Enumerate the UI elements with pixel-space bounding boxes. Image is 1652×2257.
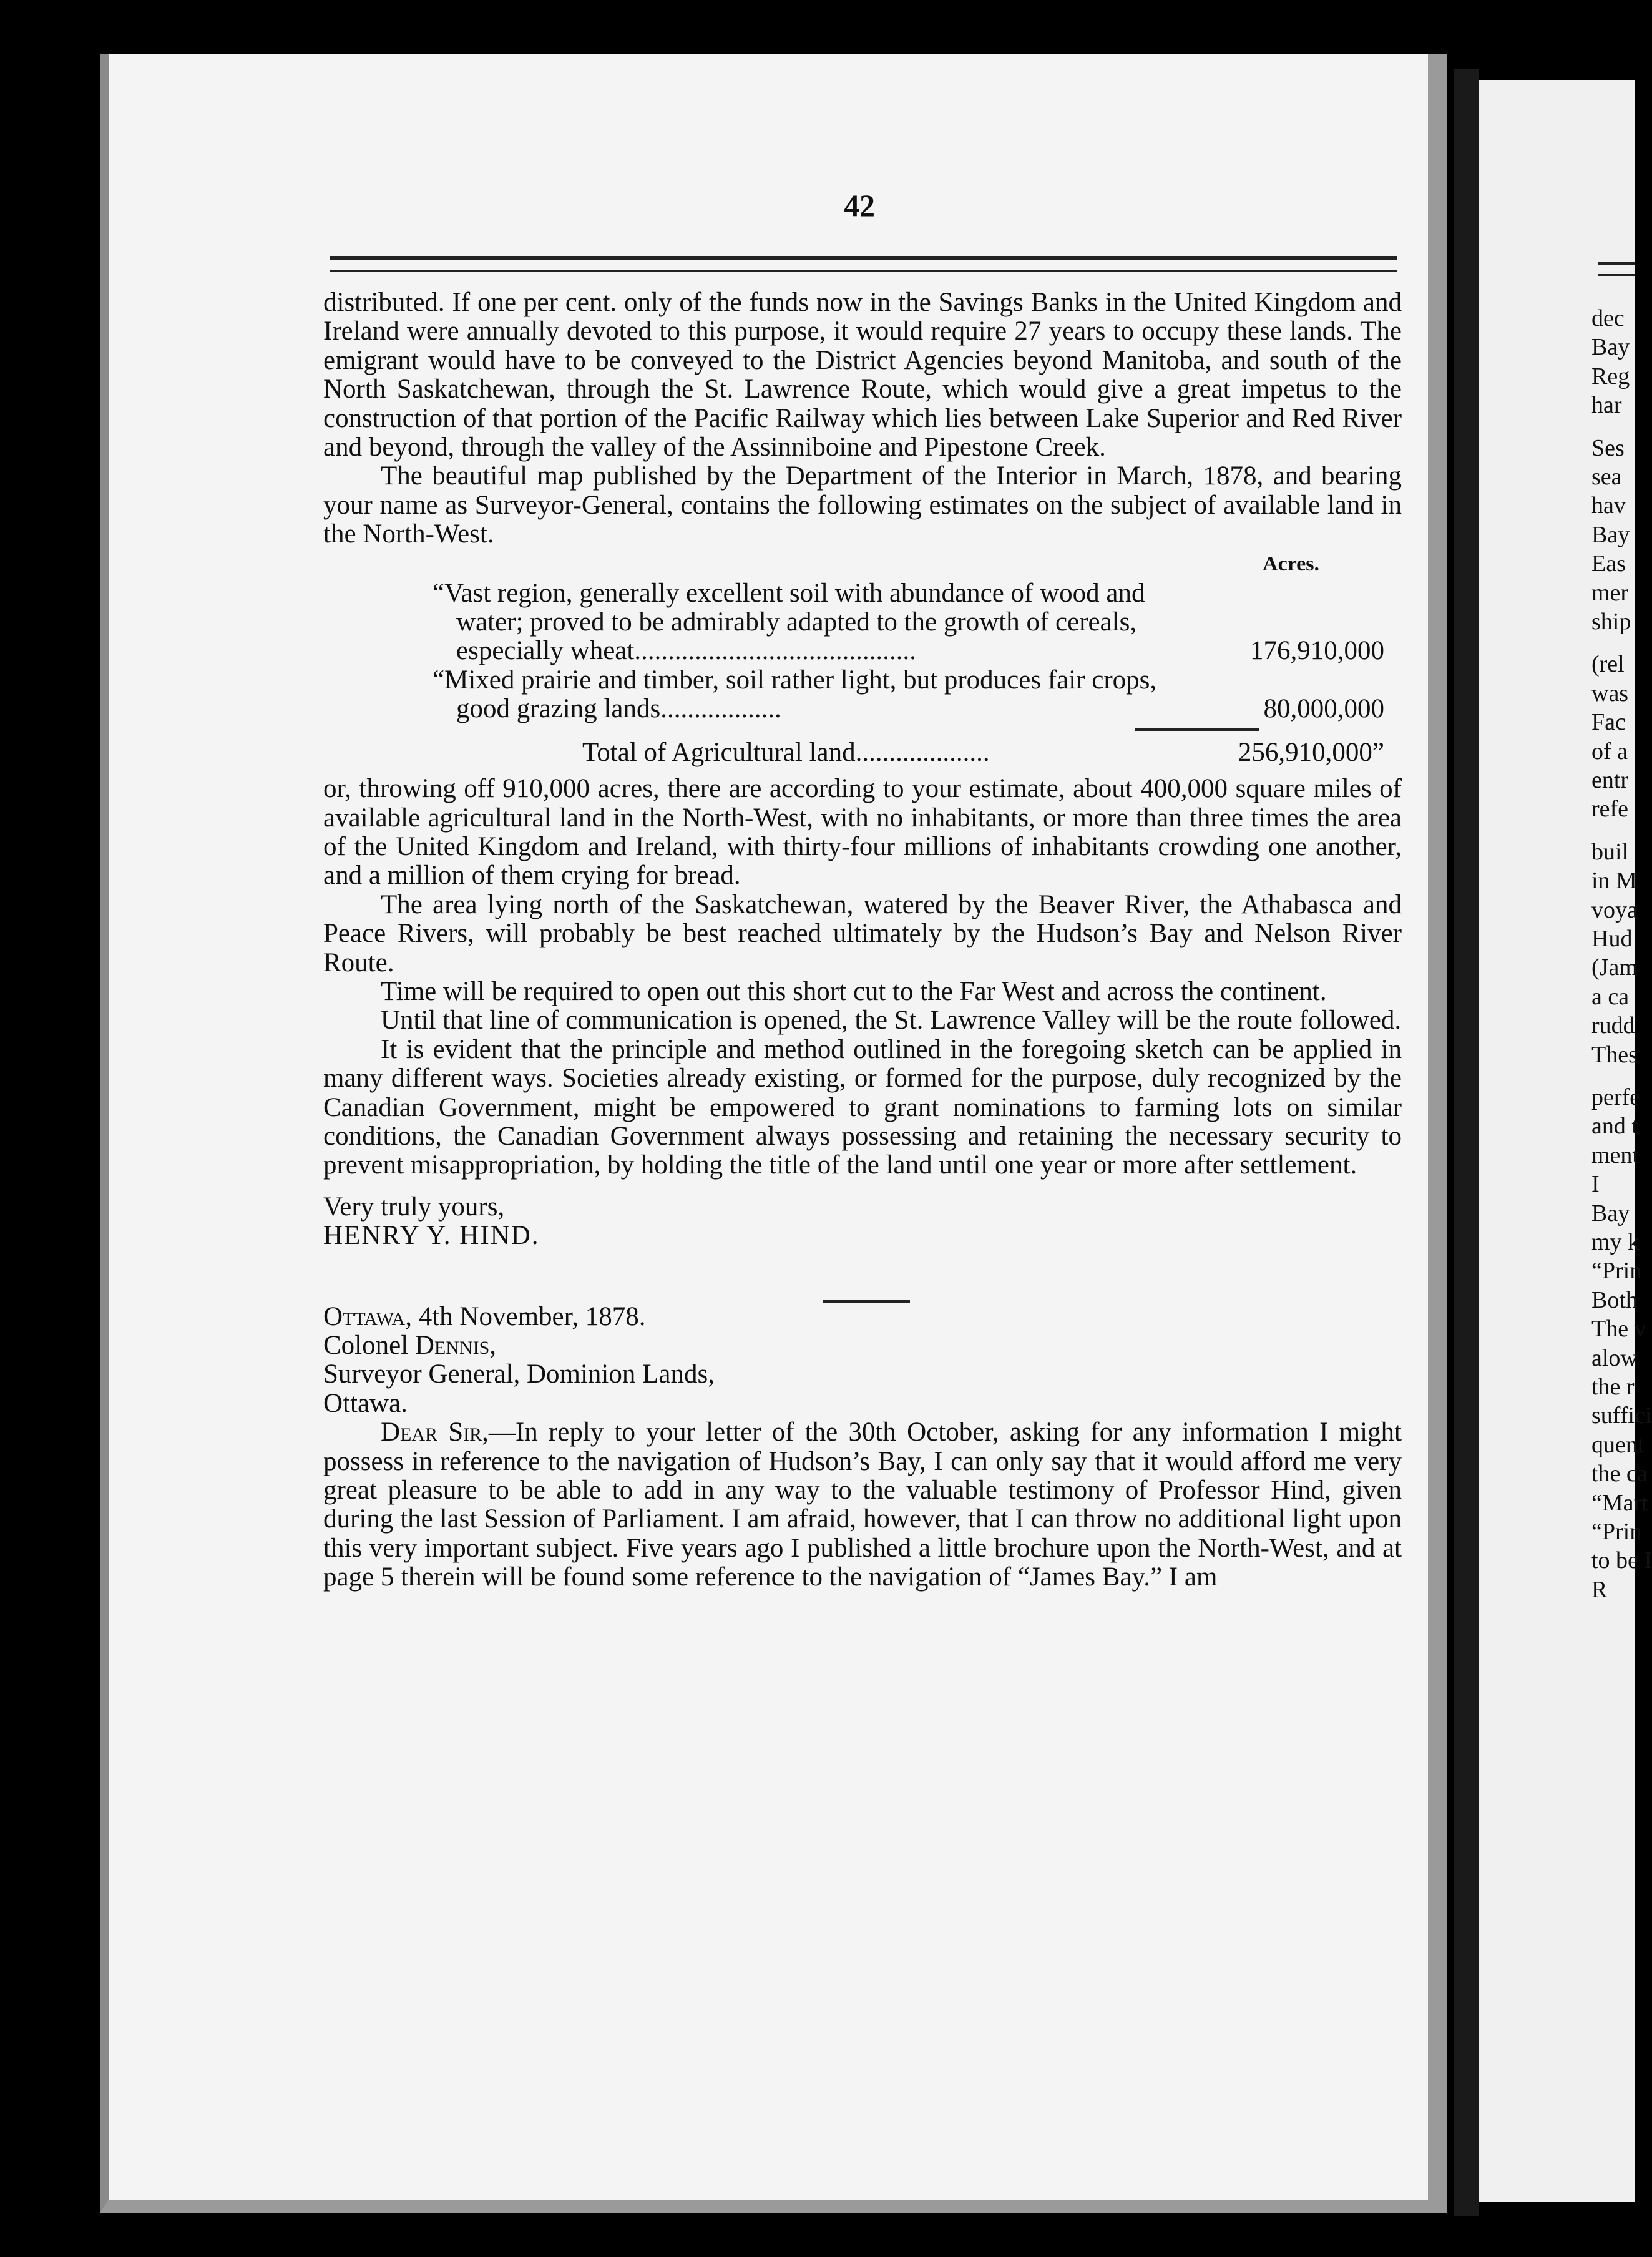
- facing-page-fragment: mer: [1591, 579, 1629, 606]
- estimate-total-row: [582, 738, 1402, 767]
- estimate-acres: 176,910,000: [1250, 636, 1384, 666]
- facing-page-fragment: entr: [1591, 767, 1629, 793]
- facing-page-fragment: of a: [1591, 738, 1628, 765]
- page-number: 42: [844, 188, 875, 223]
- addressee-title: Surveyor General, Dominion Lands,: [323, 1359, 715, 1389]
- total-label: Total of Agricultural land....................: [582, 737, 990, 767]
- facing-page-fragment: I: [1591, 1171, 1600, 1198]
- header-rule: [330, 256, 1397, 272]
- facing-page-fragment: Both: [1591, 1286, 1638, 1313]
- facing-page-fragment: the r: [1591, 1374, 1635, 1400]
- acres-column-header: Acres.: [1263, 552, 1319, 575]
- estimates-table: [323, 549, 1402, 767]
- facing-page-fragment: my k: [1591, 1229, 1640, 1255]
- addressee-surname: Dennis,: [414, 1331, 497, 1360]
- facing-page-fragment: quent: [1591, 1431, 1645, 1458]
- facing-page-fragment: dec: [1591, 305, 1625, 331]
- page-gutter: [1454, 69, 1479, 2216]
- salutation: Dear Sir,: [381, 1417, 489, 1447]
- facing-page-fragment: R: [1591, 1576, 1608, 1603]
- page-body: [323, 288, 1402, 1592]
- facing-page-rule: [1598, 262, 1635, 276]
- paragraph: distributed. If one per cent. only of the funds now in the Savings Banks in the United Kingdom and Ireland were annually devoted to this purpose, it would require 27 years to occupy these lands. The emigrant would have to be conveyed to the District Agencies beyond Manitoba, and south of the North Saskatchewan, through the St. Lawrence Route, which would give a great impetus to the construction of that portion of the Pacific Railway which lies between Lake Superior and Red River and beyond, through the valley of the Assinniboine and Pipestone Creek.: [323, 288, 1402, 463]
- facing-page-fragment: refe: [1591, 796, 1629, 823]
- letter-text: —In reply to your letter of the 30th October, asking for any information I might possess in reference to the navigation of Hudson’s Bay, I can only say that it would afford me very great pleasure to be able to add in any way to the valuable testimony of Professor Hind, given during the last Session of Parliament. I am afraid, however, that I can throw no additional light upon this very important subject. Five years ago I published a little brochure upon the North-West, and at page 5 therein will be found some reference to the navigation of “James Bay.” I am: [323, 1417, 1402, 1592]
- facing-page-fragment: a ca: [1591, 983, 1630, 1010]
- facing-page-fragment: “Mart: [1591, 1489, 1648, 1516]
- paragraph: It is evident that the principle and method outlined in the foregoing sketch can be applied in many different ways. Societies already existing, or formed for the purpose, duly recognized by the Canadian Government, might be empowered to grant nominations to farming lots on similar conditions, the Canadian Government always possessing and retaining the necessary security to prevent misappropriation, by holding the title of the land until one year or more after settlement.: [323, 1034, 1402, 1180]
- facing-page-fragment: Reg: [1591, 363, 1630, 389]
- estimate-row: [433, 579, 1402, 666]
- addressee-name: [323, 1331, 1402, 1360]
- estimate-description: “Mixed prairie and timber, soil rather light, but produces fair crops, good grazing lands..................: [433, 665, 1157, 724]
- paragraph: The beautiful map published by the Department of the Interior in March, 1878, and bearing your name as Surveyor-General, contains the following estimates on the subject of available land in the North-West.: [323, 461, 1402, 549]
- addressee-rank: Colonel: [323, 1331, 415, 1360]
- facing-page-fragment: suffici: [1591, 1403, 1652, 1429]
- facing-page-fragment: Hud: [1591, 926, 1633, 952]
- facing-page-fragment: hav: [1591, 492, 1626, 519]
- facing-page-fragment: and t: [1591, 1113, 1638, 1140]
- estimate-acres: 80,000,000: [1263, 694, 1384, 724]
- facing-page-fragment: “Prin: [1591, 1519, 1642, 1545]
- facing-page-fragment: was: [1591, 680, 1629, 707]
- facing-page-fragment: Eas: [1591, 551, 1626, 577]
- facing-page-fragment: Bay: [1591, 1200, 1630, 1226]
- facing-page-fragment: Fac: [1591, 709, 1626, 736]
- signature: HENRY Y. HIND.: [323, 1221, 540, 1251]
- closing: Very truly yours,: [323, 1192, 505, 1222]
- facing-page-fragment: alow: [1591, 1344, 1638, 1371]
- paragraph: or, throwing off 910,000 acres, there are according to your estimate, about 400,000 square miles of available agricultural land in the North-West, with no inhabitants, or more than three times the area of the United Kingdom and Ireland, with thirty-four millions of inhabitants crowding one another, and a million of them crying for bread.: [323, 774, 1402, 891]
- facing-page-fragment: sea: [1591, 464, 1622, 490]
- facing-page-fragment: Bay: [1591, 521, 1630, 548]
- facing-page-fragment: (rel: [1591, 651, 1625, 678]
- facing-page-fragment: in M: [1591, 868, 1637, 894]
- facing-page-fragment: perfe: [1591, 1084, 1641, 1110]
- total-value: 256,910,000”: [1238, 737, 1384, 767]
- facing-page-fragment: (Jam: [1591, 954, 1638, 981]
- paragraph: Until that line of communication is opened, the St. Lawrence Valley will be the route followed.: [381, 1006, 1402, 1035]
- estimate-description: “Vast region, generally excellent soil with abundance of wood and water; proved to be admirably adapted to the growth of cereals, especially wheat..........................................: [433, 578, 1145, 666]
- facing-page-fragment: ship: [1591, 609, 1631, 635]
- facing-page-fragment: The v: [1591, 1316, 1646, 1343]
- facing-page-fragment: the ca: [1591, 1461, 1648, 1487]
- sum-rule: [1135, 728, 1259, 731]
- paragraph: Time will be required to open out this short cut to the Far West and across the continent.: [381, 976, 1327, 1006]
- facing-page-fragment: har: [1591, 392, 1622, 419]
- addressee-city: Ottawa.: [323, 1388, 408, 1418]
- dateline-place: Ottawa,: [323, 1301, 412, 1331]
- facing-page-fragment: to be I: [1591, 1547, 1652, 1574]
- facing-page-fragment: Ses: [1591, 434, 1625, 461]
- facing-page-fragment: “Prin: [1591, 1258, 1642, 1285]
- facing-page-fragment: Bay: [1591, 334, 1630, 361]
- facing-page-fragment: voya: [1591, 896, 1638, 923]
- facing-page-fragment: rudd: [1591, 1012, 1635, 1039]
- facing-page-fragment: Thes: [1591, 1041, 1638, 1068]
- paragraph: The area lying north of the Saskatchewan, watered by the Beaver River, the Athabasca and Peace Rivers, will probably be best reached ultimately by the Hudson’s Bay and Nelson River Route.: [323, 889, 1402, 977]
- dateline: [323, 1303, 1402, 1331]
- dateline-date: 4th November, 1878.: [418, 1301, 646, 1331]
- facing-page-fragment: ment: [1591, 1142, 1639, 1168]
- letter-body: [323, 1418, 1402, 1592]
- estimate-row: [433, 666, 1402, 724]
- facing-page-fragment: buil: [1591, 838, 1629, 865]
